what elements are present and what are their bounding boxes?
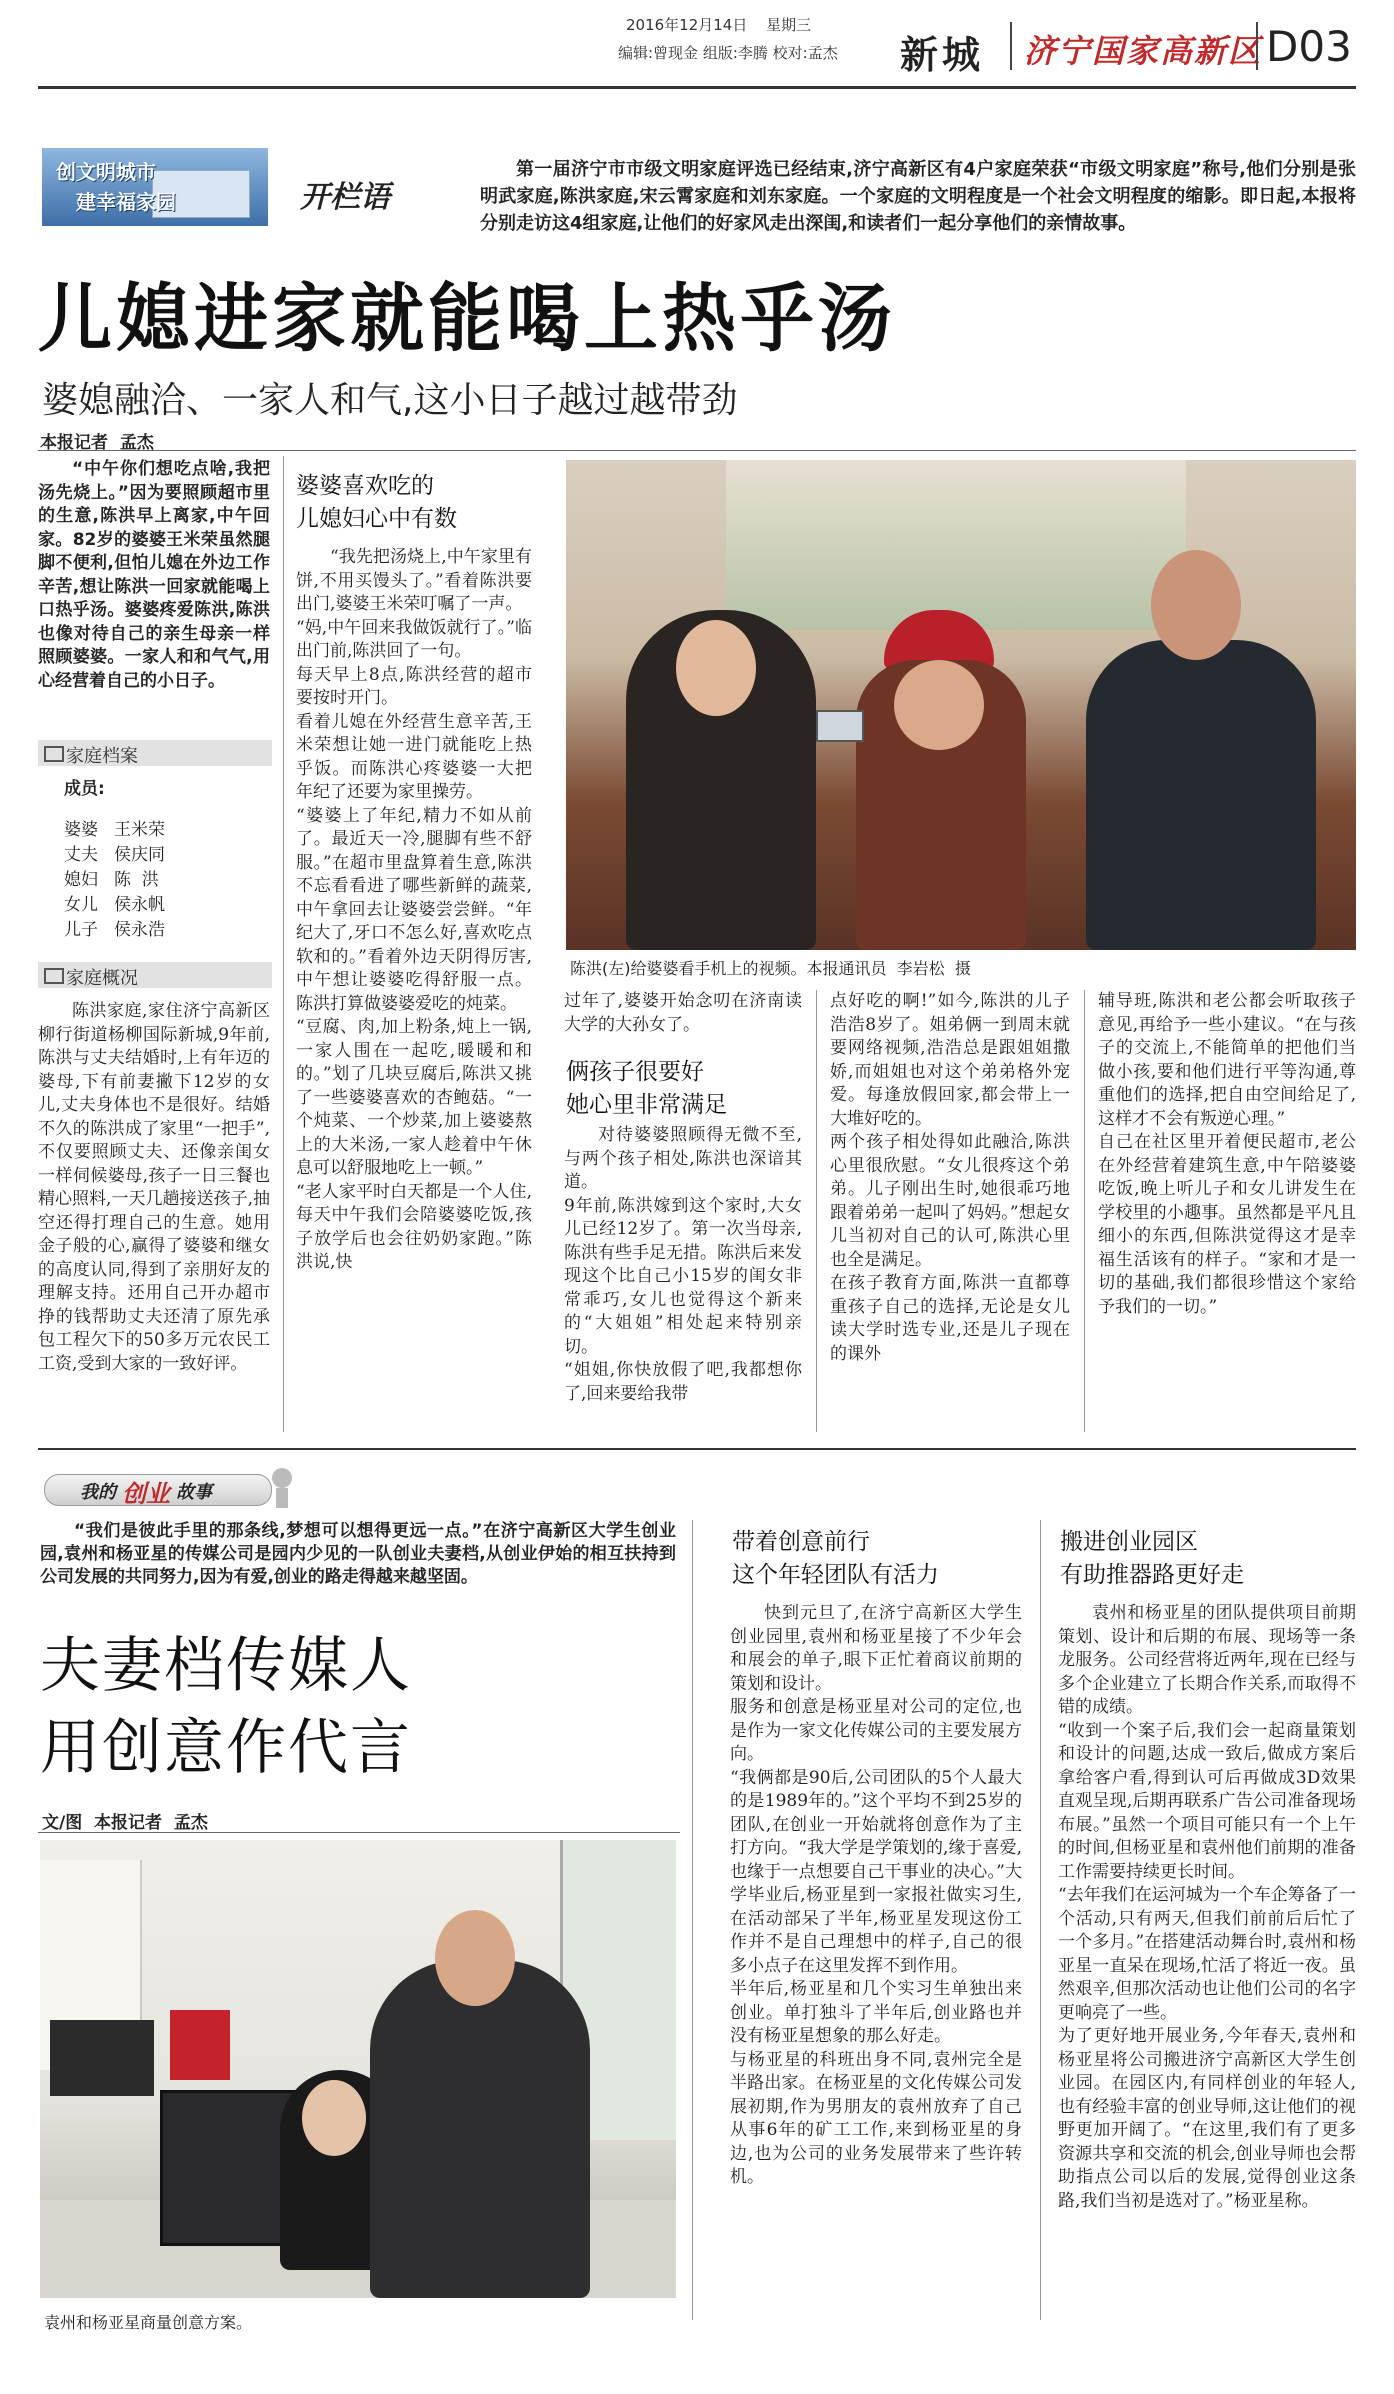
list-item <box>64 918 165 943</box>
story1-subhead-1: 婆婆喜欢吃的 儿媳妇心中有数 <box>296 473 457 532</box>
story1-lead: “中午你们想吃点啥,我把汤先烧上。”因为要照顾超市里的生意,陈洪早上离家,中午回家。82岁的婆婆王米荣虽然腿脚不便利,但怕儿媳在外边工作辛苦,想让陈洪一回家就能喝上口热乎汤。婆婆疼爱陈洪,陈洪也像对待自己的亲生母亲一样照顾婆婆。一家人和和气气,用心经营着自己的小日子。 <box>38 459 270 691</box>
header-rule <box>38 86 1356 89</box>
story2-col-mid: 快到元旦了,在济宁高新区大学生创业园里,袁州和杨亚星接了不少年会和展会的单子,眼下正忙着商议前期的策划和设计。 服务和创意是杨亚星对公司的定位,也是作为一家文化传媒公司的主要发展方向。 “我俩都是90后,公司团队的5个人最大的是1989年的。”这个平均不到25岁的团队,在创业一开始就将创意作为了主打方向。“我大学是学策划的,缘于喜爱,也缘于一点想要自己干事业的决心。”大学毕业后,杨亚星到一家报社做实习生,在活动部呆了半年,杨亚星发现这份工作并不是自己理想中的样子,自己的很多小点子在这里发挥不到作用。 半年后,杨亚星和几个实习生单独出来创业。单打独斗了半年后,创业路也并没有杨亚星想象的那么好走。 与杨亚星的科班出身不同,袁州完全是半路出家。在杨亚星的文化传媒公司发展初期,作为男朋友的袁州放弃了自己从事6年的矿工工作,来到杨亚星的身边,也为公司的业务发展带来了些许转机。 <box>730 1603 1022 2187</box>
member-name: 侯庆同 <box>114 845 165 865</box>
figure-icon <box>272 1468 292 1488</box>
story2-headline-1: 夫妻档传媒人 <box>40 1631 412 1701</box>
story1-col4: 点好吃的啊!”如今,陈洪的儿子浩浩8岁了。姐弟俩一到周末就要网络视频,浩浩总是跟姐姐撒娇,而姐姐也对这个弟弟格外宠爱。每逢放假回家,都会带上一大堆好吃的。 两个孩子相处得如此融洽,陈洪心里很欣慰。“女儿很疼这个弟弟。儿子刚出生时,她很乖巧地跟着弟弟一起叫了妈妈。”想起女儿当初对自己的认可,陈洪心里也全是满足。 在孩子教育方面,陈洪一直都尊重孩子自己的选择,无论是女儿读大学时选专业,还是儿子现在的课外 <box>830 991 1070 1364</box>
date: 2016年12月14日 <box>626 16 748 34</box>
column-divider <box>283 456 284 1432</box>
folder-icon <box>44 746 64 762</box>
story2-byline: 文/图 本报记者 孟杰 <box>42 1813 208 1833</box>
red-bag <box>170 2010 230 2080</box>
story1-subhead: 婆媳融洽、一家人和气,这小日子越过越带劲 <box>42 380 738 421</box>
figure-body-icon <box>276 1488 288 1508</box>
couple-photo <box>40 1840 676 2298</box>
profile-title: 家庭档案 <box>66 746 138 767</box>
overview-title: 家庭概况 <box>66 968 138 989</box>
column-divider <box>1040 1520 1041 2320</box>
man-face <box>435 1910 515 2006</box>
member-role: 婆婆 <box>64 820 98 840</box>
story1-headline: 儿媳进家就能喝上热乎汤 <box>38 276 896 362</box>
story1-byline: 本报记者 孟杰 <box>40 433 154 453</box>
profile-members-list <box>64 818 165 943</box>
member-name: 王米荣 <box>114 820 165 840</box>
member-role: 丈夫 <box>64 845 98 865</box>
profile-header <box>38 740 272 766</box>
member-name: 陈 洪 <box>114 870 159 890</box>
story2-headline-2: 用创意作代言 <box>40 1713 412 1783</box>
publication-logo: 济宁国家高新区 <box>1024 32 1263 70</box>
member-name: 侯永帆 <box>114 895 165 915</box>
woman-face <box>302 2080 366 2156</box>
member-role: 女儿 <box>64 895 98 915</box>
header-date <box>626 14 811 35</box>
column-divider <box>816 990 817 1432</box>
story1-col3-top: 过年了,婆婆开始念叨在济南读大学的大孙女了。 <box>564 991 802 1035</box>
story2-intro: “我们是彼此手里的那条线,梦想可以想得更远一点。”在济宁高新区大学生创业园,袁州和杨亚星的传媒公司是园内少见的一队创业夫妻档,从创业伊始的相互扶持到公司发展的共同努力,因为有爱,创业的路走得越来越坚固。 <box>40 1521 676 1587</box>
section-rule <box>38 1448 1356 1450</box>
person-left-face <box>676 620 756 716</box>
phone-icon <box>816 710 864 742</box>
tag-suffix: 故事 <box>176 1482 212 1503</box>
story2-subhead-1: 带着创意前行 这个年轻团队有活力 <box>732 1529 939 1588</box>
list-item <box>64 868 165 893</box>
list-item <box>64 843 165 868</box>
column-intro: 第一届济宁市市级文明家庭评选已经结束,济宁高新区有4户家庭荣获“市级文明家庭”称号,他们分别是张明武家庭,陈洪家庭,宋云霄家庭和刘东家庭。一个家庭的文明程度是一个社会文明程度的缩影。即日起,本报将分别走访这4组家庭,让他们的好家风走出深闺,和读者们一起分享他们的亲情故事。 <box>480 159 1356 234</box>
startup-story-tag <box>44 1468 304 1508</box>
person-center-face <box>894 660 984 750</box>
header-divider <box>1010 22 1012 70</box>
member-role: 媳妇 <box>64 870 98 890</box>
column-divider <box>692 1520 693 2320</box>
member-role: 儿子 <box>64 920 98 940</box>
tag-mid: 创业 <box>122 1480 170 1508</box>
family-photo <box>566 460 1356 950</box>
list-item <box>64 818 165 843</box>
story2-byline-rule <box>38 1832 680 1833</box>
page-number: D03 <box>1266 22 1352 71</box>
person-right-face <box>1151 550 1241 660</box>
column-badge <box>42 148 268 226</box>
family-photo-caption: 陈洪(左)给婆婆看手机上的视频。本报通讯员 李岩松 摄 <box>570 959 971 978</box>
overview-text: 陈洪家庭,家住济宁高新区柳行街道杨柳国际新城,9年前,陈洪与丈夫结婚时,上有年迈的婆母,下有前妻撇下12岁的女儿,丈夫身体也不是很好。结婚不久的陈洪成了家里“一把手”,不仅要照顾丈夫、还像亲闺女一样伺候婆母,孩子一日三餐也精心照料,一天几趟接送孩子,抽空还得打理自己的生意。她用金子般的心,赢得了婆婆和继女的高度认同,得到了亲朋好友的理解支持。还用自己开办超市挣的钱帮助丈夫还清了原先承包工程欠下的50多万元农民工工资,受到大家的一致好评。 <box>38 1001 270 1374</box>
profile-members-label: 成员: <box>64 779 105 799</box>
badge-line1: 创文明城市 <box>56 160 156 184</box>
story1-col5: 辅导班,陈洪和老公都会听取孩子意见,再给予一些小建议。“在与孩子的交流上,不能简单的把他们当做小孩,要和他们进行平等沟通,尊重他们的选择,把自由空间给足了,这样才不会有叛逆心理。” 自己在社区里开着便民超市,老公在外经营着建筑生意,中午陪婆婆吃饭,晚上听儿子和女儿讲发生在学校里的小趣事。虽然都是平凡且细小的东西,但陈洪觉得这才是幸福生活该有的样子。“家和才是一切的基础,我们都很珍惜这个家给予我们的一切。” <box>1098 991 1356 1317</box>
header-divider-2 <box>1256 22 1258 70</box>
column-label: 开栏语 <box>300 180 390 215</box>
section-name: 新城 <box>900 33 985 77</box>
column-divider <box>1084 990 1085 1432</box>
member-name: 侯永浩 <box>114 920 165 940</box>
tag-prefix: 我的 <box>80 1482 116 1503</box>
overview-header <box>38 962 272 988</box>
couple-photo-caption: 袁州和杨亚星商量创意方案。 <box>44 2313 253 2332</box>
story1-col2: “我先把汤烧上,中午家里有饼,不用买馒头了。”看着陈洪要出门,婆婆王米荣叮嘱了一声。 “妈,中午回来我做饭就行了。”临出门前,陈洪回了一句。 每天早上8点,陈洪经营的超市要按时开门。 看着儿媳在外经营生意辛苦,王米荣想让她一进门就能吃上热乎饭。而陈洪心疼婆婆一大把年纪了还要为家里操劳。 “婆婆上了年纪,精力不如从前了。最近天一冷,腿脚有些不舒服。”在超市里盘算着生意,陈洪不忘看看进了哪些新鲜的蔬菜,中午拿回去让婆婆尝尝鲜。“年纪大了,牙口不怎么好,喜欢吃点软和的。”看着外边天阴得厉害,中午想让婆婆吃得舒服一点。陈洪打算做婆婆爱吃的炖菜。 “豆腐、肉,加上粉条,炖上一锅,一家人围在一起吃,暖暖和和的。”划了几块豆腐后,陈洪又挑了一些婆婆喜欢的杏鲍菇。“一个炖菜、一个炒菜,加上婆婆熬上的大米汤,一家人趁着中午休息可以舒服地吃上一顿。” “老人家平时白天都是一个人住,每天中午我们会陪婆婆吃饭,孩子放学后也会往奶奶家跑。”陈洪说,快 <box>296 547 532 1272</box>
story1-col3: 对待婆婆照顾得无微不至,与两个孩子相处,陈洪也深谙其道。 9年前,陈洪嫁到这个家时,大女儿已经12岁了。第一次当母亲,陈洪有些手足无措。陈洪后来发现这个比自己小15岁的闺女非常乖巧,女儿也觉得这个新来的“大姐姐”相处起来特别亲切。 “姐姐,你快放假了吧,我都想你了,回来要给我带 <box>564 1125 802 1404</box>
man-figure <box>370 1960 590 2298</box>
story2-subhead-2: 搬进创业园区 有助推器路更好走 <box>1060 1529 1244 1588</box>
black-bag <box>50 2020 154 2096</box>
header-staff: 编辑:曾现金 组版:李腾 校对:孟杰 <box>618 44 838 62</box>
person-right <box>1086 640 1316 950</box>
family-profile-box <box>38 740 272 950</box>
badge-line2: 建幸福家园 <box>76 190 176 214</box>
folder-icon <box>44 968 64 984</box>
wall-painting <box>726 460 1186 630</box>
weekday: 星期三 <box>766 16 812 34</box>
story2-col-right: 袁州和杨亚星的团队提供项目前期策划、设计和后期的布展、现场等一条龙服务。公司经营将近两年,现在已经与多个企业建立了长期合作关系,而取得不错的成绩。 “收到一个案子后,我们会一起商量策划和设计的问题,达成一致后,做成方案后拿给客户看,得到认可后再做成3D效果直观呈现,后期再联系广告公司准备现场布展。”虽然一个项目可能只有一个上午的时间,但杨亚星和袁州他们前期的准备工作需要持续更长时间。 “去年我们在运河城为一个车企筹备了一个活动,只有两天,但我们前前后后忙了一个多月。”在搭建活动舞台时,袁州和杨亚星一直呆在现场,忙活了将近一夜。虽然艰辛,但那次活动也让他们公司的名字更响亮了一些。 为了更好地开展业务,今年春天,袁州和杨亚星将公司搬进济宁高新区大学生创业园。在园区内,有同样创业的年轻人,也有经验丰富的创业导师,这让他们的视野更加开阔了。“在这里,我们有了更多资源共享和交流的机会,创业导师也会帮助指点公司以后的发展,觉得创业这条路,我们当初是选对了。”杨亚星称。 <box>1058 1603 1356 2211</box>
list-item <box>64 893 165 918</box>
story1-subhead-2: 俩孩子很要好 她心里非常满足 <box>566 1059 727 1118</box>
story1-rule <box>38 450 1356 451</box>
